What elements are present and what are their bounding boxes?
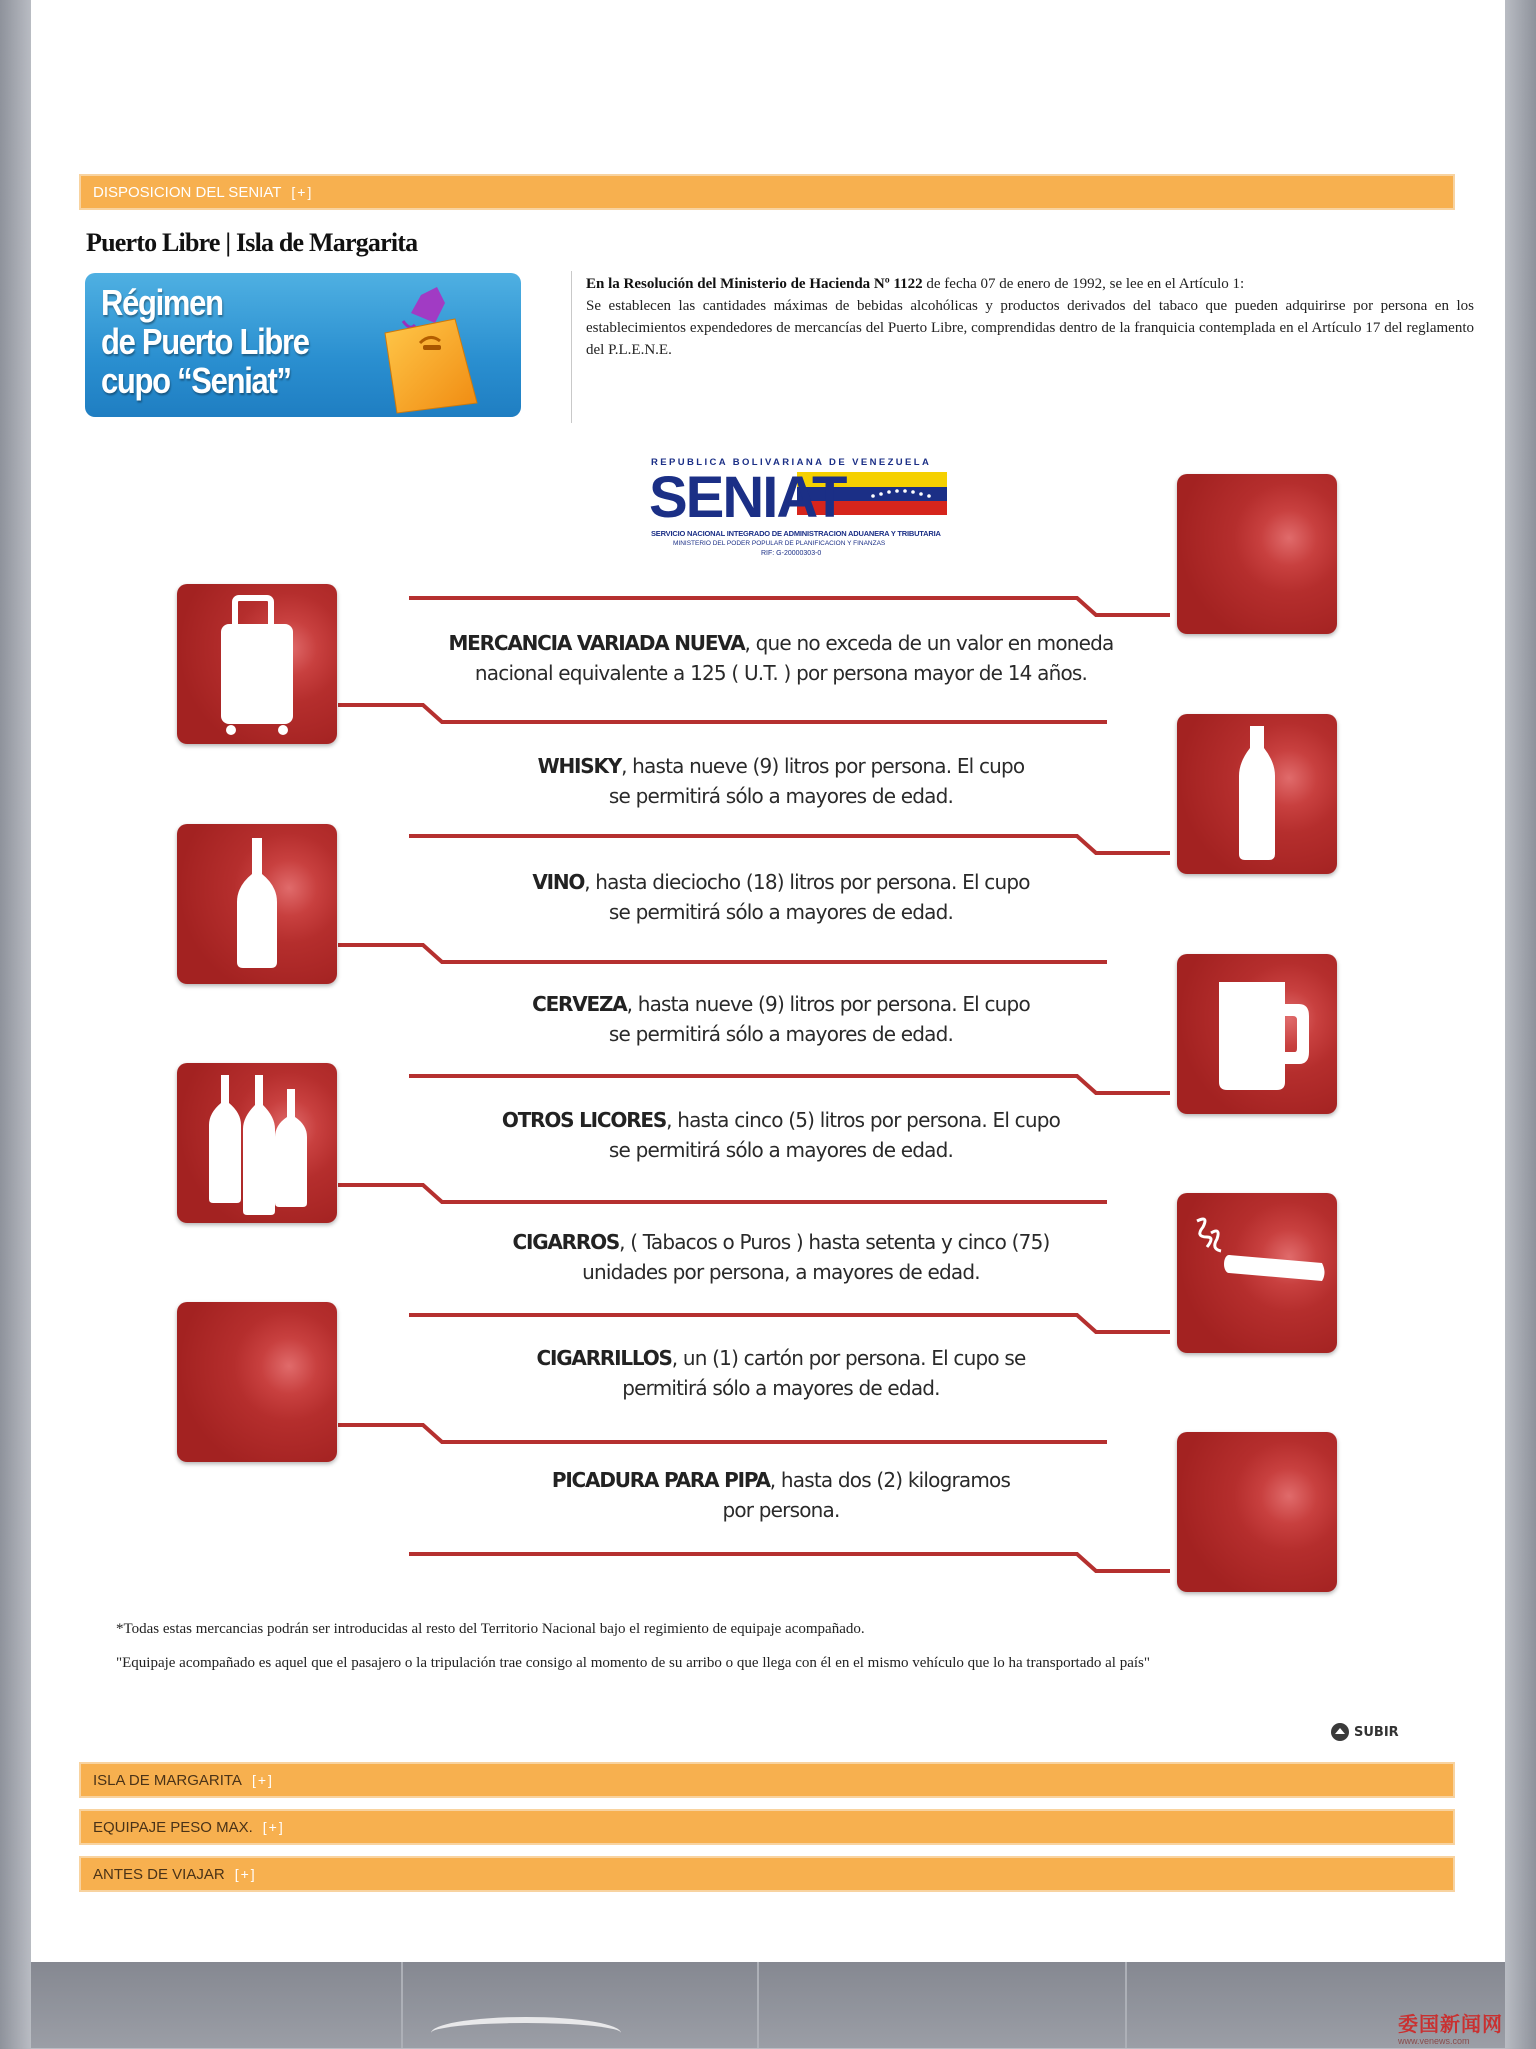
item-text: unidades por persona, a mayores de edad. xyxy=(582,1260,980,1284)
seniat-logo-top-text: REPUBLICA BOLIVARIANA DE VENEZUELA xyxy=(651,457,932,468)
item-text: , hasta dieciocho (18) litros por persona. El cupo xyxy=(584,870,1030,894)
accordion-isla-margarita[interactable] xyxy=(79,1762,1455,1798)
item-text: , hasta cinco (5) litros por persona. El cupo xyxy=(666,1108,1061,1132)
accordion-label: ANTES DE VIAJAR xyxy=(93,1866,225,1883)
wine-bottle-icon xyxy=(177,824,337,984)
item-text: se permitirá sólo a mayores de edad. xyxy=(608,784,954,808)
watermark: 委国新闻网 xyxy=(1398,2012,1503,2036)
footnote-equipaje: *Todas estas mercancias podrán ser introducidas al resto del Territorio Nacional bajo el regimiento de equipaje acompañado. xyxy=(116,1621,865,1637)
accordion-antes-viajar[interactable] xyxy=(79,1856,1455,1892)
item-title: VINO xyxy=(532,870,585,894)
item-title: CIGARROS xyxy=(512,1230,620,1254)
item-text: se permitirá sólo a mayores de edad. xyxy=(608,1022,954,1046)
vertical-divider xyxy=(571,271,572,423)
item-cerveza xyxy=(431,989,1131,1049)
back-to-top-label: SUBIR xyxy=(1354,1724,1399,1740)
footer-divider xyxy=(401,1962,403,2048)
decorative-tile xyxy=(1177,1432,1337,1592)
arrow-up-circle-icon xyxy=(1331,1723,1349,1741)
item-title: CERVEZA xyxy=(532,992,627,1016)
resolution-text xyxy=(586,273,1474,361)
liquor-bottles-icon xyxy=(177,1063,337,1223)
item-title: PICADURA PARA PIPA xyxy=(551,1468,770,1492)
banner-line: de Puerto Libre xyxy=(101,321,309,362)
page-footer xyxy=(31,1962,1505,2048)
item-cigarros xyxy=(431,1227,1131,1287)
banner-line: Régimen xyxy=(101,282,223,323)
item-title: WHISKY xyxy=(537,754,622,778)
item-text: nacional equivalente a 125 ( U.T. ) por persona mayor de 14 años. xyxy=(474,661,1088,685)
item-text: se permitirá sólo a mayores de edad. xyxy=(608,900,954,924)
accordion-disposicion-seniat[interactable] xyxy=(79,174,1455,210)
footer-logo-swoosh xyxy=(431,2017,621,2049)
item-text: , hasta dos (2) kilogramos xyxy=(769,1468,1011,1492)
item-text: , un (1) cartón por persona. El cupo se xyxy=(671,1346,1026,1370)
item-title: MERCANCIA VARIADA NUEVA xyxy=(448,631,745,655)
seniat-logo-rif: RIF: G-20000303-0 xyxy=(761,550,822,557)
footer-divider xyxy=(757,1962,759,2048)
accordion-label: EQUIPAJE PESO MAX. xyxy=(93,1819,253,1836)
item-text: se permitirá sólo a mayores de edad. xyxy=(608,1138,954,1162)
resolution-body: Se establecen las cantidades máximas de bebidas alcohólicas y productos derivados del tabaco que pueden adquirirse por persona en los establecimientos expendedores de mercancías del Puerto Libre, comprendidas dentro de la franquicia contemplada en el Artículo 17 del reglamento del P.L.E.N.E. xyxy=(586,298,1474,358)
item-vino xyxy=(431,867,1131,927)
item-otros-licores xyxy=(431,1105,1131,1165)
footer-divider xyxy=(1125,1962,1127,2048)
item-text: , hasta nueve (9) litros por persona. El cupo xyxy=(626,992,1030,1016)
item-title: CIGARRILLOS xyxy=(536,1346,672,1370)
item-whisky xyxy=(431,751,1131,811)
decorative-tile xyxy=(177,1302,337,1462)
seniat-logo-word: SENIAT xyxy=(649,465,846,530)
page-title: Puerto Libre | Isla de Margarita xyxy=(86,228,418,257)
puerto-libre-banner xyxy=(85,273,521,417)
item-title: OTROS LICORES xyxy=(501,1108,667,1132)
back-to-top-button[interactable] xyxy=(1331,1723,1399,1741)
seniat-logo-line: SERVICIO NACIONAL INTEGRADO DE ADMINISTRACION ADUANERA Y TRIBUTARIA xyxy=(651,529,941,538)
item-text: por persona. xyxy=(722,1498,840,1522)
page-content xyxy=(31,0,1505,1962)
beer-mug-icon xyxy=(1177,954,1337,1114)
item-text: , que no exceda de un valor en moneda xyxy=(744,631,1114,655)
suitcase-icon xyxy=(177,584,337,744)
item-text: , hasta nueve (9) litros por persona. El cupo xyxy=(621,754,1025,778)
footnote-definicion: "Equipaje acompañado es aquel que el pasajero o la tripulación trae consigo al momento de su arribo o que llega con él en el mismo vehículo que lo ha transportado al país" xyxy=(116,1655,1150,1671)
accordion-equipaje-peso[interactable] xyxy=(79,1809,1455,1845)
item-mercancia xyxy=(431,628,1131,688)
accordion-label: DISPOSICION DEL SENIAT xyxy=(93,184,282,201)
decorative-tile xyxy=(1177,474,1337,634)
item-picadura xyxy=(431,1465,1131,1525)
accordion-expand-toggle[interactable]: [ + ] xyxy=(252,1772,274,1788)
accordion-expand-toggle[interactable]: [ + ] xyxy=(291,184,313,200)
resolution-date: de fecha 07 de enero de 1992, se lee en el Artículo 1: xyxy=(922,276,1245,292)
item-text: permitirá sólo a mayores de edad. xyxy=(622,1376,940,1400)
accordion-label: ISLA DE MARGARITA xyxy=(93,1772,242,1789)
accordion-expand-toggle[interactable]: [ + ] xyxy=(235,1866,257,1882)
accordion-expand-toggle[interactable]: [ + ] xyxy=(263,1819,285,1835)
seniat-logo-line: MINISTERIO DEL PODER POPULAR DE PLANIFICACION Y FINANZAS xyxy=(673,540,886,547)
banner-line: cupo “Seniat” xyxy=(101,360,291,401)
whisky-bottle-icon xyxy=(1177,714,1337,874)
cigar-icon xyxy=(1177,1193,1337,1353)
banner-text xyxy=(101,283,309,400)
watermark-url: www.venews.com xyxy=(1398,2036,1470,2046)
item-text: , ( Tabacos o Puros ) hasta setenta y cinco (75) xyxy=(619,1230,1050,1254)
item-cigarrillos xyxy=(431,1343,1131,1403)
resolution-title: En la Resolución del Ministerio de Hacienda Nº 1122 xyxy=(586,276,923,292)
